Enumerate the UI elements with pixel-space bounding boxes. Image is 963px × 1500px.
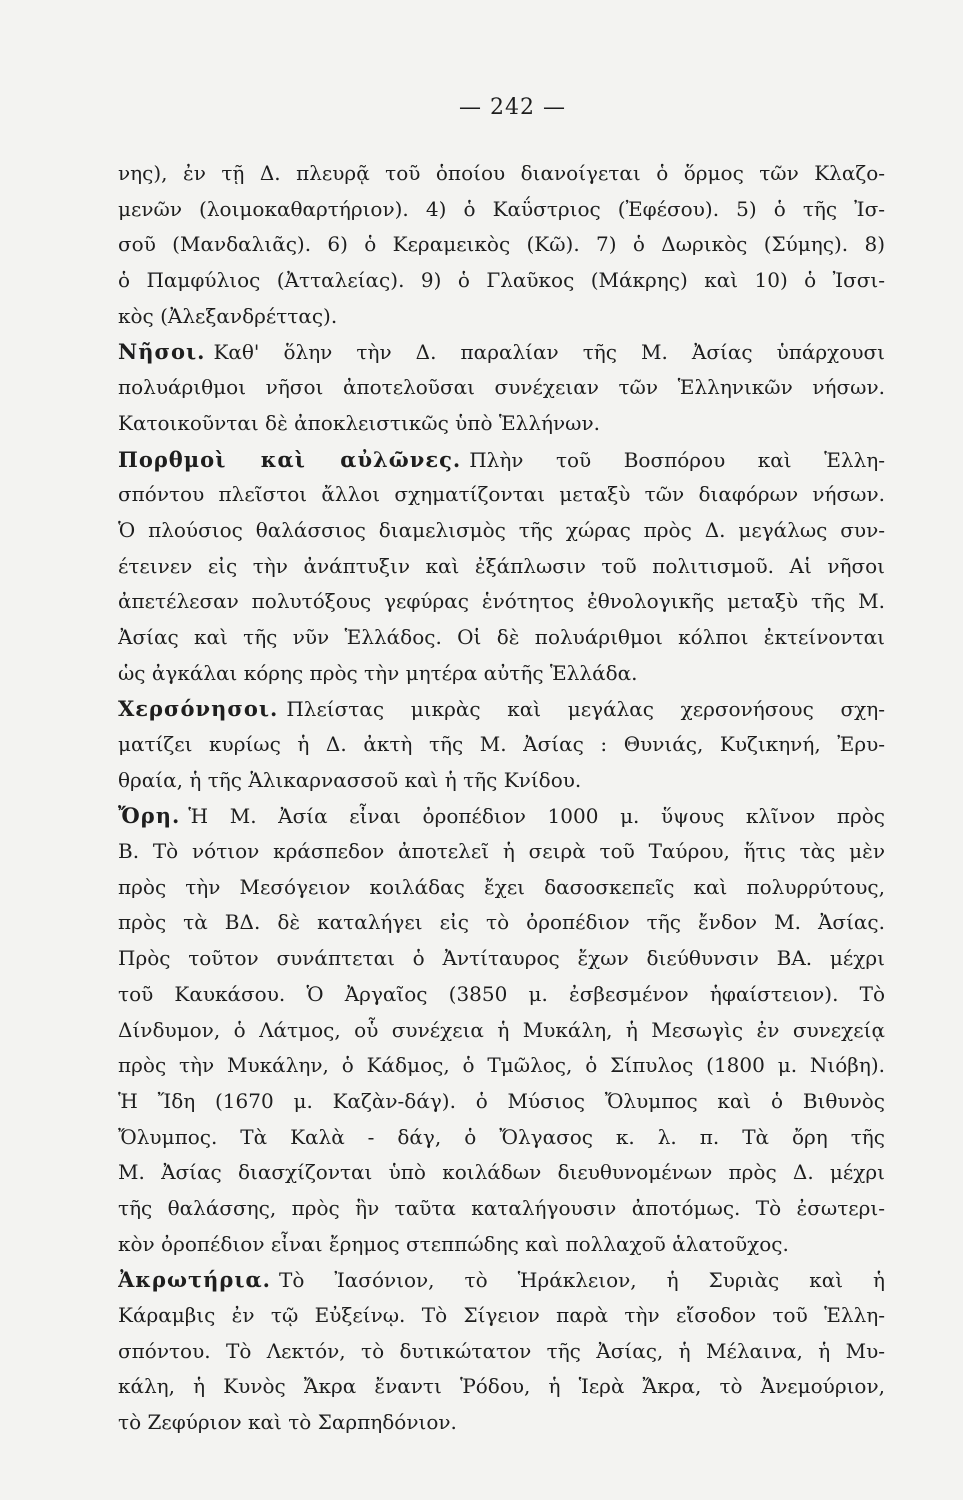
line-text: Ὄλυμπος. Τὰ Καλὰ - δάγ, ὁ Ὄλγασος κ. λ. π. Τὰ ὄρη τῆς [118, 1124, 885, 1149]
line-text: Β. Τὸ νότιον κράσπεδον ἀποτελεῖ ἡ σειρὰ τοῦ Ταύρου, ἥτις τὰς μὲν [118, 839, 885, 864]
line-text: Ἀσίας καὶ τῆς νῦν Ἑλλάδος. Οἱ δὲ πολυάριθμοι κόλποι ἐκτείνονται [118, 624, 885, 649]
line-text: τοῦ Καυκάσου. Ὁ Ἀργαῖος (3850 μ. ἐσβεσμένον ἡφαίστειον). Τὸ [118, 981, 885, 1006]
text-line [118, 691, 885, 727]
text-line [118, 656, 885, 692]
text-line [118, 620, 885, 656]
line-text: Μ. Ἀσίας διασχίζονται ὑπὸ κοιλάδων διευθυνομένων πρὸς Δ. μέχρι [118, 1160, 885, 1185]
text-line [118, 1155, 885, 1191]
line-text: ἀπετέλεσαν πολυτόξους γεφύρας ἑνότητος ἐθνολογικῆς μεταξὺ τῆς Μ. [118, 589, 885, 614]
text-line [118, 727, 885, 763]
line-text: ὡς ἀγκάλαι κόρης πρὸς τὴν μητέρα αὐτῆς Ἑλλάδα. [118, 660, 638, 685]
text-line [118, 156, 885, 192]
line-text: Κάραμβις ἐν τῷ Εὐξείνῳ. Τὸ Σίγειον παρὰ τὴν εἴσοδον τοῦ Ἑλλη- [118, 1303, 885, 1327]
section-heading: Χερσόνησοι. [118, 696, 279, 722]
line-text: πολυάριθμοι νῆσοι ἀποτελοῦσαι συνέχειαν τῶν Ἑλληνικῶν νήσων. [118, 375, 885, 400]
text-line [118, 263, 885, 299]
section-heading: Πορθμοὶ καὶ αὐλῶνες. [118, 446, 462, 472]
line-text: Δίνδυμον, ὁ Λάτμος, οὗ συνέχεια ἡ Μυκάλη, ἡ Μεσωγὶς ἐν συνεχείᾳ [118, 1017, 885, 1042]
text-line [118, 192, 885, 228]
line-text: έτεινεν εἰς τὴν ἀνάπτυξιν καὶ ἐξάπλωσιν τοῦ πολιτισμοῦ. Αἱ νῆσοι [118, 553, 885, 578]
line-text: Καθ' ὅλην τὴν Δ. παραλίαν τῆς Μ. Ἀσίας ὑπάρχουσι [213, 340, 885, 365]
text-line [118, 1191, 885, 1227]
line-text: πρὸς τὰ ΒΔ. δὲ καταλήγει εἰς τὸ ὀροπέδιον τῆς ἔνδον Μ. Ἀσίας. [118, 910, 885, 935]
page-number: — 242 — [459, 95, 566, 120]
text-line [118, 442, 885, 478]
line-text: Ἡ Μ. Ἀσία εἶναι ὀροπέδιον 1000 μ. ὕψους κλῖνον πρὸς [188, 804, 885, 829]
text-line [118, 941, 885, 977]
text-line [118, 1262, 885, 1298]
text-line [118, 227, 885, 263]
body-text [118, 156, 885, 1441]
line-text: θραία, ἡ τῆς Ἁλικαρνασσοῦ καὶ ἡ τῆς Κνίδου. [118, 767, 582, 792]
text-line [118, 299, 885, 335]
text-line [118, 1334, 885, 1370]
text-line [118, 584, 885, 620]
text-line [118, 1298, 885, 1334]
text-line [118, 1048, 885, 1084]
text-line [118, 477, 885, 513]
text-line [118, 798, 885, 834]
text-line [118, 834, 885, 870]
line-text: τὸ Ζεφύριον καὶ τὸ Σαρπηδόνιον. [118, 1410, 457, 1435]
line-text: σοῦ (Μανδαλιᾶς). 6) ὁ Κεραμεικὸς (Κῶ). 7) ὁ Δωρικὸς (Σύμης). 8) [118, 232, 885, 257]
line-text: Πρὸς τοῦτον συνάπτεται ὁ Ἀντίταυρος ἔχων διεύθυνσιν ΒΑ. μέχρι [118, 946, 885, 971]
line-text: σπόντου πλεῖστοι ἄλλοι σχηματίζονται μεταξὺ τῶν διαφόρων νήσων. [118, 482, 885, 507]
text-line [118, 370, 885, 406]
text-line [118, 763, 885, 799]
text-line [118, 977, 885, 1013]
text-line [118, 513, 885, 549]
line-text: πρὸς τὴν Μεσόγειον κοιλάδας ἔχει δασοσκεπεῖς καὶ πολυρρύτους, [118, 874, 885, 899]
line-text: κὸν ὀροπέδιον εἶναι ἔρημος στεππώδης καὶ πολλαχοῦ ἁλατοῦχος. [118, 1231, 789, 1256]
text-line [118, 1013, 885, 1049]
line-text: νης), ἐν τῇ Δ. πλευρᾷ τοῦ ὁποίου διανοίγεται ὁ ὅρμος τῶν Κλαζο- [118, 161, 885, 185]
text-line [118, 406, 885, 442]
line-text: Ἡ Ἴδη (1670 μ. Καζὰν-δάγ). ὁ Μύσιος Ὄλυμπος καὶ ὁ Βιθυνὸς [118, 1088, 885, 1113]
text-line [118, 1227, 885, 1263]
section-heading: Ἀκρωτήρια. [118, 1267, 271, 1293]
text-line [118, 1369, 885, 1405]
line-text: μενῶν (λοιμοκαθαρτήριον). 4) ὁ Καΰστριος (Ἐφέσου). 5) ὁ τῆς Ἰσ- [118, 196, 885, 221]
line-text: Πλὴν τοῦ Βοσπόρου καὶ Ἑλλη- [469, 447, 885, 472]
line-text: ὁ Παμφύλιος (Ἀτταλείας). 9) ὁ Γλαῦκος (Μάκρης) καὶ 10) ὁ Ἰσσι- [118, 268, 885, 293]
text-line [118, 1405, 885, 1441]
line-text: κὸς (Ἀλεξανδρέττας). [118, 303, 338, 328]
line-text: Πλείστας μικρὰς καὶ μεγάλας χερσονήσους σχη- [286, 697, 885, 722]
line-text: Ὁ πλούσιος θαλάσσιος διαμελισμὸς τῆς χώρας πρὸς Δ. μεγάλως συν- [118, 517, 885, 542]
section-heading: Ὄρη. [118, 803, 181, 829]
text-line [118, 1084, 885, 1120]
line-text: κάλη, ἡ Κυνὸς Ἄκρα ἔναντι Ῥόδου, ἡ Ἱερὰ Ἄκρα, τὸ Ἀνεμούριον, [118, 1374, 885, 1399]
text-line [118, 870, 885, 906]
line-text: ματίζει κυρίως ἡ Δ. ἀκτὴ τῆς Μ. Ἀσίας : Θυνιάς, Κυζικηνή, Ἐρυ- [118, 732, 885, 756]
text-line [118, 549, 885, 585]
line-text: τῆς θαλάσσης, πρὸς ἣν ταῦτα καταλήγουσιν ἀποτόμως. Τὸ ἐσωτερι- [118, 1195, 885, 1220]
line-text: σπόντου. Τὸ Λεκτόν, τὸ δυτικώτατον τῆς Ἀσίας, ἡ Μέλαινα, ἡ Μυ- [118, 1338, 885, 1363]
line-text: πρὸς τὴν Μυκάλην, ὁ Κάδμος, ὁ Τμῶλος, ὁ Σίπυλος (1800 μ. Νιόβη). [118, 1053, 885, 1078]
section-heading: Νῆσοι. [118, 339, 206, 365]
line-text: Τὸ Ἰασόνιον, τὸ Ἡράκλειον, ἡ Συριὰς καὶ ἡ [279, 1268, 885, 1293]
text-line [118, 334, 885, 370]
text-line [118, 1120, 885, 1156]
text-line [118, 905, 885, 941]
line-text: Κατοικοῦνται δὲ ἀποκλειστικῶς ὑπὸ Ἑλλήνων. [118, 410, 600, 435]
